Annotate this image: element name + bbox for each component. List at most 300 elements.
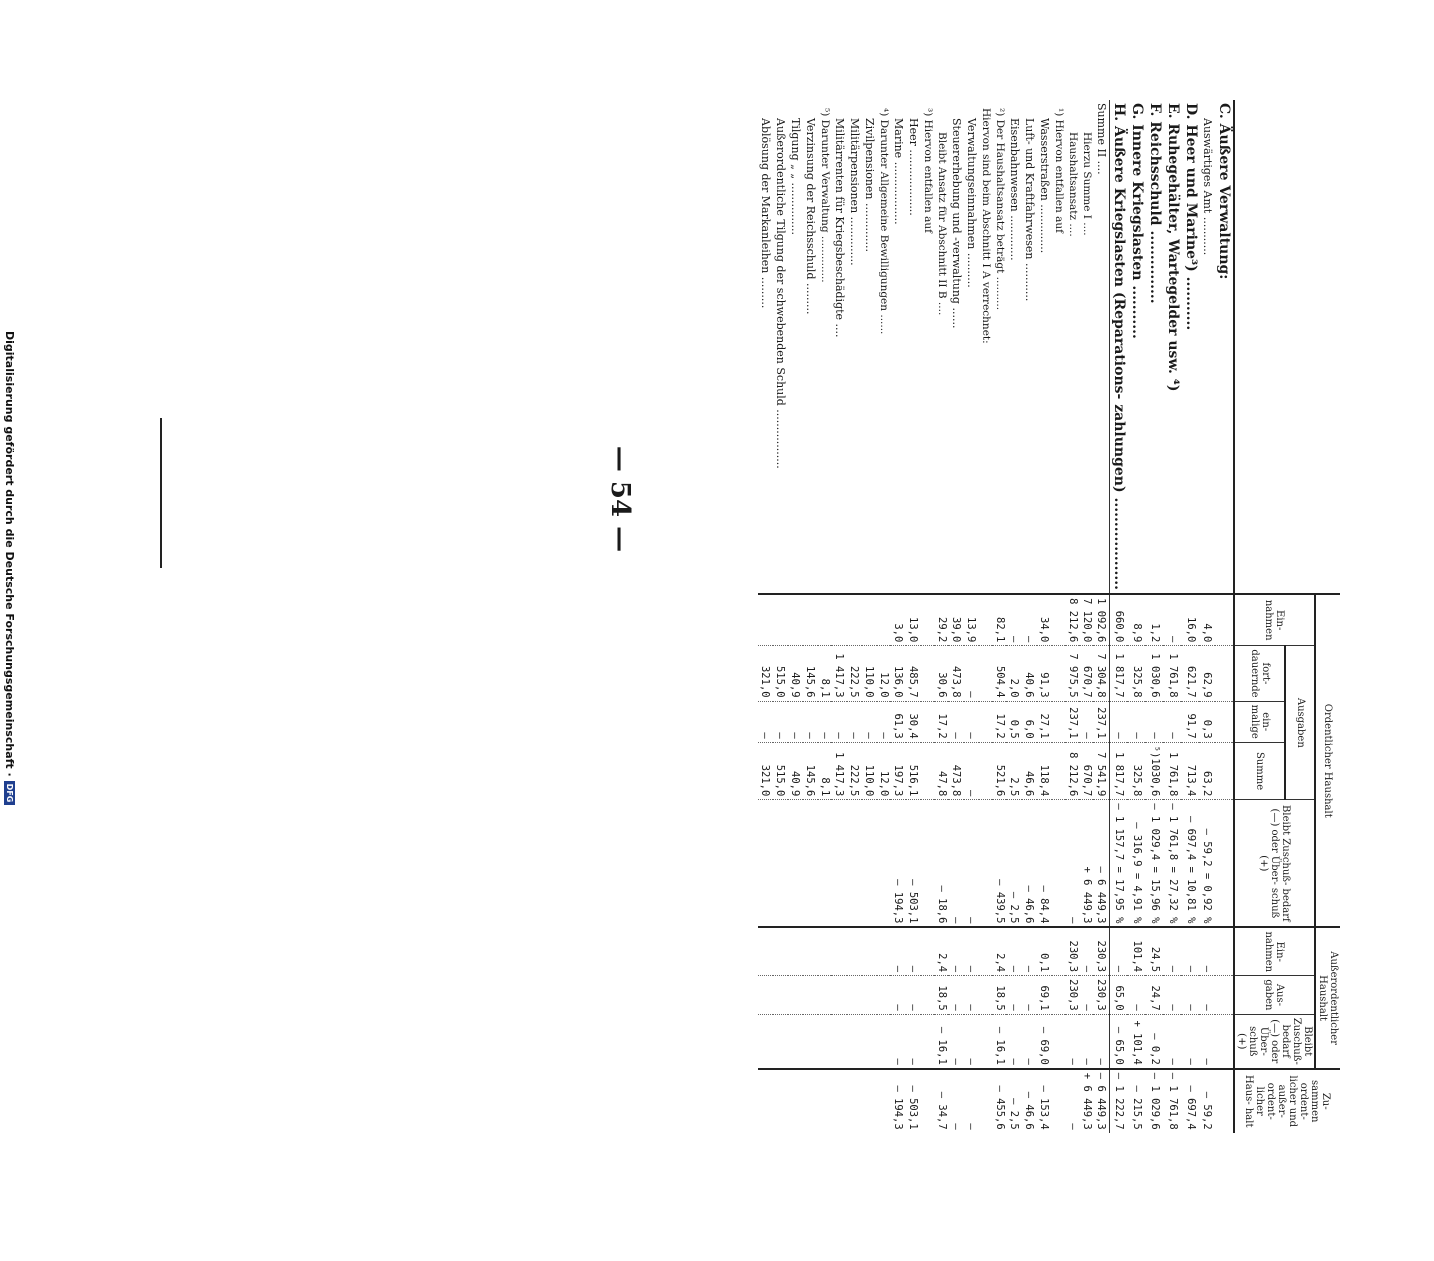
row-label: Luft- und Kraftfahrwesen ........... — [1023, 118, 1036, 302]
page-number: — 54 — — [605, 445, 635, 553]
cell-value — [832, 594, 847, 646]
table-row — [832, 100, 847, 1133]
cell-value: 13,9 — [964, 594, 979, 646]
cell-value: 504,4 — [993, 646, 1007, 701]
cell-value — [921, 742, 935, 800]
cell-value: 2,0 — [1007, 646, 1022, 701]
cell-value — [1052, 800, 1066, 928]
cell-value: 61,3 — [891, 701, 906, 742]
cell-value: — — [949, 976, 964, 1015]
cell-value: — — [891, 1014, 906, 1069]
cell-value: 6,0 — [1022, 701, 1037, 742]
header-ausserordentlicher: Außerordentlicher Haushalt — [1315, 927, 1340, 1068]
table-row — [1128, 100, 1146, 1133]
cell-value: — — [964, 1069, 979, 1133]
cell-value — [921, 976, 935, 1015]
cell-value — [877, 800, 891, 928]
cell-value: — — [1200, 927, 1215, 975]
cell-value: — 503,1 — [906, 1069, 921, 1133]
table-row — [993, 100, 1007, 1133]
cell-value: 24,5 — [1146, 927, 1164, 975]
cell-value: 29,2 — [935, 594, 949, 646]
cell-value — [921, 701, 935, 742]
cell-value: 473,8 — [949, 646, 964, 701]
dfg-logo: DFG — [5, 781, 16, 806]
header-ao-ausgaben: Aus- gaben — [1234, 976, 1315, 1015]
cell-value: — — [964, 646, 979, 701]
cell-value: — — [949, 800, 964, 928]
cell-value: — — [847, 701, 862, 742]
cell-value: 197,3 — [891, 742, 906, 800]
cell-value — [773, 1069, 788, 1133]
table-row — [818, 100, 832, 1133]
cell-value: 515,0 — [773, 742, 788, 800]
row-label: G. Innere Kriegslasten ........... — [1129, 103, 1145, 339]
cell-value: — — [964, 927, 979, 975]
table-row — [877, 100, 891, 1133]
cell-value — [847, 594, 862, 646]
cell-value: 110,0 — [862, 742, 877, 800]
cell-value: 670,7 — [1080, 646, 1094, 701]
cell-value: 660,0 — [1110, 594, 1129, 646]
cell-value: ⁵)1030,6 — [1146, 742, 1164, 800]
cell-value: — — [1007, 594, 1022, 646]
cell-value: 46,6 — [1022, 742, 1037, 800]
cell-value: — 439,5 — [993, 800, 1007, 928]
cell-value: — 18,6 — [935, 800, 949, 928]
table-row — [1022, 100, 1037, 1133]
cell-value: — — [773, 701, 788, 742]
cell-value: 2,4 — [935, 927, 949, 975]
cell-value: 8,9 — [1128, 594, 1146, 646]
cell-value — [758, 976, 773, 1015]
cell-value — [1215, 701, 1234, 742]
cell-value: 321,0 — [758, 742, 773, 800]
cell-value: — 65,0 — [1110, 1014, 1129, 1069]
cell-value: — 1 761,8 = 27,32 % — [1164, 800, 1182, 928]
cell-value: + 101,4 — [1128, 1014, 1146, 1069]
cell-value: — — [1080, 976, 1094, 1015]
table-row — [1146, 100, 1164, 1133]
cell-value: — 316,9 = 4,91 % — [1128, 800, 1146, 928]
cell-value: 12,0 — [877, 646, 891, 701]
cell-value: — — [949, 927, 964, 975]
cell-value: — 16,1 — [935, 1014, 949, 1069]
cell-value — [979, 800, 993, 928]
cell-value: — — [1066, 1014, 1080, 1069]
cell-value: 101,4 — [1128, 927, 1146, 975]
row-label: Wasserstraßen .............. — [1038, 118, 1051, 254]
cell-value: — 0,2 — [1146, 1014, 1164, 1069]
cell-value: 40,9 — [788, 742, 803, 800]
table-row — [758, 100, 773, 1133]
cell-value — [803, 976, 818, 1015]
header-einmalige: ein- malige — [1234, 701, 1285, 742]
cell-value: + 6 449,3 — [1080, 1069, 1094, 1133]
cell-value: 3,0 — [891, 594, 906, 646]
cell-value — [877, 1014, 891, 1069]
cell-value — [847, 976, 862, 1015]
cell-value: — 1 029,4 = 15,96 % — [1146, 800, 1164, 928]
table-row — [1007, 100, 1022, 1133]
table-row — [1037, 100, 1052, 1133]
cell-value: — 46,6 — [1022, 1069, 1037, 1133]
cell-value — [1215, 742, 1234, 800]
cell-value: 222,5 — [847, 742, 862, 800]
cell-value: 39,0 — [949, 594, 964, 646]
cell-value: 145,6 — [803, 646, 818, 701]
cell-value — [758, 1069, 773, 1133]
cell-value — [818, 1069, 832, 1133]
cell-value — [979, 742, 993, 800]
cell-value: 713,4 — [1182, 742, 1200, 800]
cell-value: 321,0 — [758, 646, 773, 701]
cell-value: 136,0 — [891, 646, 906, 701]
cell-value — [921, 646, 935, 701]
cell-value: — 215,5 — [1128, 1069, 1146, 1133]
cell-value — [877, 1069, 891, 1133]
cell-value: 40,9 — [788, 646, 803, 701]
cell-value: 145,6 — [803, 742, 818, 800]
row-label: Militärrenten für Kriegsbeschädigte .... — [833, 118, 846, 338]
cell-value: — — [1080, 927, 1094, 975]
cell-value: 91,3 — [1037, 646, 1052, 701]
table-row — [788, 100, 803, 1133]
cell-value — [818, 594, 832, 646]
cell-value — [979, 646, 993, 701]
cell-value: 230,3 — [1066, 927, 1080, 975]
cell-value: 2,5 — [1007, 742, 1022, 800]
cell-value — [818, 800, 832, 928]
cell-value: 230,3 — [1094, 976, 1110, 1015]
cell-value — [818, 1014, 832, 1069]
row-label: Auswärtiges Amt ........... — [1201, 118, 1214, 256]
table-row — [935, 100, 949, 1133]
cell-value: — 153,4 — [1037, 1069, 1052, 1133]
cell-value: — 2,5 — [1007, 800, 1022, 928]
cell-value: 0,3 — [1200, 701, 1215, 742]
cell-value — [773, 800, 788, 928]
cell-value: — — [758, 701, 773, 742]
row-label: ⁵) Darunter Verwaltung .............. — [819, 108, 831, 283]
cell-value: — — [1164, 927, 1182, 975]
cell-value — [818, 976, 832, 1015]
rotated-table-area — [160, 100, 1340, 1130]
cell-value — [847, 927, 862, 975]
cell-value — [1052, 701, 1066, 742]
cell-value: 473,8 — [949, 742, 964, 800]
cell-value: 1 092,6 — [1094, 594, 1110, 646]
label-column-header — [1234, 100, 1340, 594]
cell-value — [758, 594, 773, 646]
cell-value: 17,2 — [935, 701, 949, 742]
header-summe: Summe — [1234, 742, 1285, 800]
cell-value: — 697,4 = 10,81 % — [1182, 800, 1200, 928]
cell-value: — — [964, 1014, 979, 1069]
cell-value: — — [949, 1069, 964, 1133]
cell-value: 1 817,7 — [1110, 742, 1129, 800]
cell-value: 621,7 — [1182, 646, 1200, 701]
cell-value: 34,0 — [1037, 594, 1052, 646]
cell-value: 1,2 — [1146, 594, 1164, 646]
cell-value: — 46,6 — [1022, 800, 1037, 928]
cell-value — [1215, 976, 1234, 1015]
cell-value — [803, 1069, 818, 1133]
cell-value: 8,1 — [818, 742, 832, 800]
cell-value — [979, 594, 993, 646]
row-label: ²) Der Haushaltsansatz beträgt .......... — [994, 108, 1006, 311]
cell-value — [847, 800, 862, 928]
cell-value — [862, 594, 877, 646]
cell-value: — 6 449,3 — [1094, 800, 1110, 928]
cell-value — [979, 1014, 993, 1069]
cell-value: — — [1128, 701, 1146, 742]
cell-value: 118,4 — [1037, 742, 1052, 800]
cell-value — [788, 800, 803, 928]
header-einnahmen: Ein- nahmen — [1234, 594, 1315, 646]
cell-value: — — [964, 701, 979, 742]
table-row — [847, 100, 862, 1133]
cell-value — [1052, 976, 1066, 1015]
cell-value — [1052, 646, 1066, 701]
cell-value: 4,0 — [1200, 594, 1215, 646]
cell-value — [788, 1069, 803, 1133]
cell-value: 110,0 — [862, 646, 877, 701]
cell-value — [921, 1014, 935, 1069]
cell-value: 91,7 — [1182, 701, 1200, 742]
cell-value — [773, 927, 788, 975]
cell-value: — 697,4 — [1182, 1069, 1200, 1133]
cell-value — [862, 1069, 877, 1133]
cell-value: 230,3 — [1066, 976, 1080, 1015]
row-label: Tilgung „ „ ............... — [789, 118, 802, 235]
cell-value: — 59,2 — [1200, 1069, 1215, 1133]
cell-value — [979, 927, 993, 975]
cell-value: 12,0 — [877, 742, 891, 800]
cell-value: — — [1080, 1014, 1094, 1069]
cell-value: — — [906, 927, 921, 975]
cell-value — [758, 800, 773, 928]
cell-value: — — [1066, 800, 1080, 928]
table-row — [1182, 100, 1200, 1133]
cell-value: — — [1007, 976, 1022, 1015]
cell-value: — — [1022, 594, 1037, 646]
cell-value: — — [1022, 1014, 1037, 1069]
cell-value: — — [1022, 976, 1037, 1015]
cell-value: 8 212,6 — [1066, 594, 1080, 646]
cell-value: 515,0 — [773, 646, 788, 701]
header-ao-bleibt: Bleibt Zuschuß- bedarf (—) oder Über- schuß (+) — [1234, 1014, 1315, 1069]
cell-value — [1215, 927, 1234, 975]
cell-value: — 503,1 — [906, 800, 921, 928]
cell-value: — — [1128, 976, 1146, 1015]
row-label: Hiervon sind beim Abschnitt I A verrechnet: — [980, 108, 992, 344]
cell-value: — 69,0 — [1037, 1014, 1052, 1069]
cell-value: — 455,6 — [993, 1069, 1007, 1133]
row-label: Außerordentliche Tilgung der schwebenden Schuld ................. — [774, 118, 787, 469]
row-label: E. Ruhegehälter, Wartegelder usw. ⁴) — [1165, 103, 1181, 392]
cell-value: — — [1164, 594, 1182, 646]
cell-value: — — [1080, 701, 1094, 742]
footer-text: Digitalisierung gefördert durch die Deutsche Forschungsgemeinschaft · — [3, 331, 17, 777]
cell-value — [832, 1069, 847, 1133]
cell-value — [788, 927, 803, 975]
cell-value — [773, 976, 788, 1015]
cell-value: 69,1 — [1037, 976, 1052, 1015]
cell-value — [1215, 1069, 1234, 1133]
cell-value: — 1 029,6 — [1146, 1069, 1164, 1133]
cell-value — [1052, 927, 1066, 975]
cell-value — [1052, 1069, 1066, 1133]
cell-value: — — [1164, 1014, 1182, 1069]
cell-value: 325,8 — [1128, 742, 1146, 800]
cell-value: 1 417,3 — [832, 742, 847, 800]
cell-value: 237,1 — [1094, 701, 1110, 742]
cell-value — [788, 976, 803, 1015]
cell-value: — — [906, 1014, 921, 1069]
cell-value: 0,5 — [1007, 701, 1022, 742]
cell-value — [862, 927, 877, 975]
row-label: Verzinsung der Reichsschuld ......... — [804, 118, 817, 315]
table-row — [862, 100, 877, 1133]
cell-value: — — [877, 701, 891, 742]
cell-value: 7 541,9 — [1094, 742, 1110, 800]
cell-value: + 6 449,3 — [1080, 800, 1094, 928]
cell-value: 230,3 — [1094, 927, 1110, 975]
budget-table — [758, 100, 1340, 1133]
cell-value: — — [1200, 976, 1215, 1015]
cell-value: — — [949, 1014, 964, 1069]
table-row — [964, 100, 979, 1133]
cell-value: — — [891, 927, 906, 975]
cell-value: — — [949, 701, 964, 742]
cell-value: 7 304,8 — [1094, 646, 1110, 701]
cell-value: 30,6 — [935, 646, 949, 701]
cell-value: — — [1200, 1014, 1215, 1069]
cell-value — [921, 927, 935, 975]
header-zusammen: Zu- sammen ordent- licher und außer- ordent- licher Haus- halt — [1234, 1069, 1340, 1133]
row-label: Ablösung der Markanleihen ......... — [759, 118, 772, 309]
cell-value: 485,7 — [906, 646, 921, 701]
cell-value: — — [1007, 927, 1022, 975]
cell-value: 17,2 — [993, 701, 1007, 742]
cell-value: — — [1182, 927, 1200, 975]
cell-value: — — [1146, 701, 1164, 742]
cell-value: 325,8 — [1128, 646, 1146, 701]
cell-value — [979, 976, 993, 1015]
table-row — [891, 100, 906, 1133]
row-label: Hierzu Summe I .... — [1081, 132, 1093, 236]
cell-value: 1 030,6 — [1146, 646, 1164, 701]
cell-value: — 34,7 — [935, 1069, 949, 1133]
cell-value — [862, 1014, 877, 1069]
cell-value — [832, 1014, 847, 1069]
row-label: Militärpensionen .............. — [848, 118, 861, 266]
table-row — [1066, 100, 1080, 1133]
cell-value: — — [964, 976, 979, 1015]
row-label: Steuererhebung und -verwaltung ...... — [950, 118, 963, 329]
cell-value — [1052, 594, 1066, 646]
cell-value — [1215, 1014, 1234, 1069]
cell-value: — 6 449,3 — [1094, 1069, 1110, 1133]
cell-value — [847, 1014, 862, 1069]
cell-value — [818, 927, 832, 975]
table-row — [979, 100, 993, 1133]
cell-value — [758, 927, 773, 975]
cell-value: 63,2 — [1200, 742, 1215, 800]
header-bleibt: Bleibt Zuschuß- bedarf (—) oder Über- schuß (+) — [1234, 800, 1315, 928]
cell-value — [788, 1014, 803, 1069]
cell-value: — — [1182, 976, 1200, 1015]
cell-value: 237,1 — [1066, 701, 1080, 742]
table-row — [1052, 100, 1066, 1133]
row-label: Zivilpensionen .............. — [863, 118, 876, 252]
row-label: Summe II .... — [1094, 100, 1110, 594]
cell-value: 1 817,7 — [1110, 646, 1129, 701]
cell-value: 2,4 — [993, 927, 1007, 975]
cell-value: — — [818, 701, 832, 742]
cell-value: 47,8 — [935, 742, 949, 800]
cell-value — [832, 800, 847, 928]
cell-value — [862, 976, 877, 1015]
cell-value: 62,9 — [1200, 646, 1215, 701]
row-label: ³) Hiervon entfallen auf — [922, 108, 934, 234]
cell-value: — — [964, 742, 979, 800]
cell-value: — — [1182, 1014, 1200, 1069]
cell-value: — — [906, 976, 921, 1015]
row-label: D. Heer und Marine³) ........... — [1183, 103, 1199, 331]
cell-value: 82,1 — [993, 594, 1007, 646]
cell-value — [1215, 594, 1234, 646]
cell-value: 7 120,0 — [1080, 594, 1094, 646]
cell-value — [877, 594, 891, 646]
table-body — [758, 100, 1234, 1133]
header-fortdauernde: fort- dauernde — [1234, 646, 1285, 701]
cell-value: — — [862, 701, 877, 742]
cell-value — [803, 1014, 818, 1069]
row-label: Verwaltungseinnahmen .......... — [965, 118, 978, 288]
table-row — [1200, 100, 1215, 1133]
cell-value: 1 761,8 — [1164, 646, 1182, 701]
cell-value — [788, 594, 803, 646]
cell-value: 1 761,8 — [1164, 742, 1182, 800]
row-label: ⁴) Darunter Allgemeine Bewilligungen ...... — [878, 108, 890, 335]
cell-value: 27,1 — [1037, 701, 1052, 742]
footer-credit — [2, 331, 18, 1261]
cell-value: — 16,1 — [993, 1014, 1007, 1069]
row-label: Marine .................. — [892, 118, 905, 225]
cell-value — [979, 701, 993, 742]
cell-value: 13,0 — [906, 594, 921, 646]
cell-value: — — [832, 701, 847, 742]
table-row — [1215, 100, 1234, 1133]
cell-value — [773, 1014, 788, 1069]
cell-value: 0,1 — [1037, 927, 1052, 975]
cell-value — [832, 927, 847, 975]
cell-value: 18,5 — [935, 976, 949, 1015]
table-row — [949, 100, 964, 1133]
cell-value: — — [1110, 701, 1129, 742]
table-row — [1094, 100, 1110, 1133]
table-row — [1110, 100, 1129, 1133]
row-label: Heer ................... — [907, 118, 920, 216]
cell-value — [877, 976, 891, 1015]
cell-value: — — [803, 701, 818, 742]
cell-value: 8,1 — [818, 646, 832, 701]
cell-value: — 1 157,7 = 17,95 % — [1110, 800, 1129, 928]
cell-value: 1 417,3 — [832, 646, 847, 701]
cell-value: 516,1 — [906, 742, 921, 800]
